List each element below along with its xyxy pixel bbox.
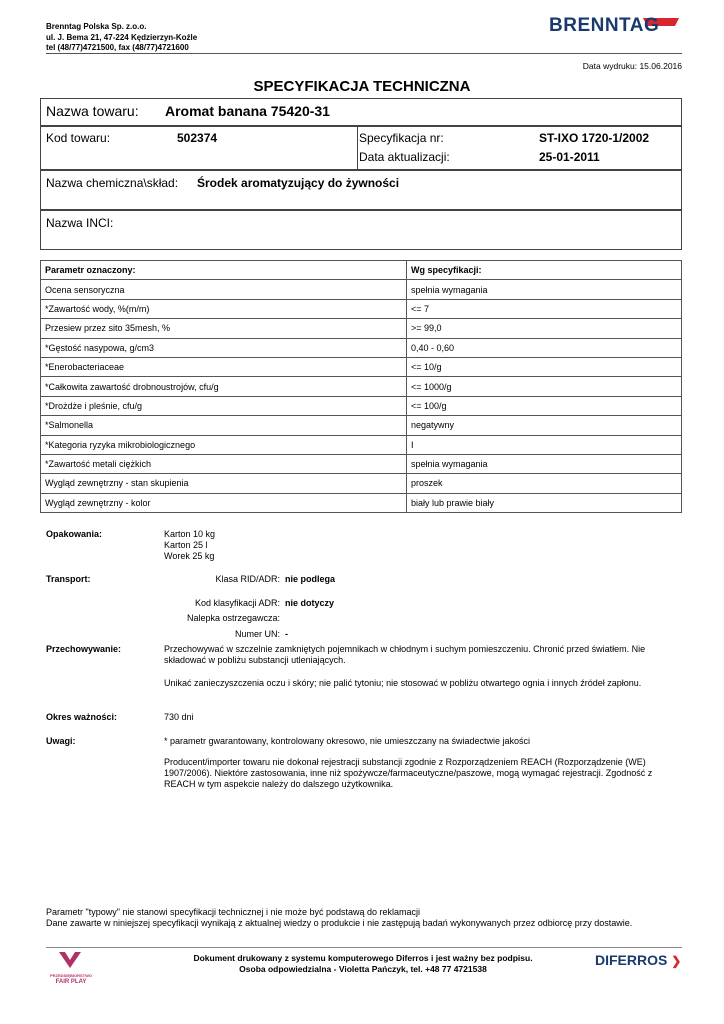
param-name: *Zawartość metali ciężkich [41,454,407,473]
un-number-value: - [285,629,288,639]
update-date-value: 25-01-2011 [539,150,600,164]
param-spec: >= 99,0 [407,319,682,338]
product-name-label: Nazwa towaru: [46,103,139,119]
table-row [41,396,682,415]
param-spec: <= 100/g [407,396,682,415]
header-parameter: Parametr oznaczony: [41,261,407,280]
transport-label: Transport: [46,574,91,584]
param-spec: I [407,435,682,454]
adr-code-value: nie dotyczy [285,598,335,608]
fair-play-top-text: PRZEDSIĘBIORSTWO [49,973,92,978]
remarks-text-1: * parametr gwarantowany, kontrolowany okresowo, nie umieszczany na świadectwie jakości [164,736,531,746]
update-date-label: Data aktualizacji: [359,150,450,164]
brenntag-logo-text: BRENNTAG [549,15,660,36]
footer-text [160,953,566,975]
header-specification: Wg specyfikacji: [407,261,682,280]
param-spec: biały lub prawie biały [407,493,682,512]
param-name: *Drożdże i pleśnie, cfu/g [41,396,407,415]
product-name-box [40,98,682,126]
table-row [41,493,682,512]
rid-adr-value: nie podlega [285,574,336,584]
packaging-item: Karton 25 l [164,540,208,550]
param-name: *Salmonella [41,416,407,435]
parameters-table [40,260,682,513]
adr-code-label: Kod klasyfikacji ADR: [194,598,280,608]
table-row [41,435,682,454]
diferros-logo [595,952,681,968]
table-row [41,377,682,396]
inci-name-label: Nazwa INCI: [46,216,114,230]
param-name: Ocena sensoryczna [41,280,407,299]
table-row [41,454,682,473]
inci-name-box [40,210,682,250]
product-code-box [40,126,682,170]
footer-line-2: Osoba odpowiedzialna - Violetta Pańczyk, tel. +48 77 4721538 [239,964,487,974]
chemical-name-box [40,170,682,210]
packaging-label: Opakowania: [46,529,103,539]
param-name: *Całkowita zawartość drobnoustrojów, cfu/g [41,377,407,396]
param-name: Wygląd zewnętrzny - stan skupienia [41,474,407,493]
table-row [41,280,682,299]
diferros-logo-text: DIFERROS [595,952,668,968]
param-spec: 0,40 - 0,60 [407,338,682,357]
footer-note-line-1: Parametr "typowy" nie stanowi specyfikacji technicznej i nie może być podstawą do reklamacji [46,907,421,917]
remarks-text-2: Producent/importer towaru nie dokonał rejestracji substancji zgodnie z Rozporządzeniem REACH (Rozporządzenie (WE) 1907/2006). Niektóre zastosowania, inne niż spożywcze/farmaceutyczne/paszowe, mogą wymagać rejestracji. Zgodność z REACH w tym aspekcie należy do dalszego użytkownika. [164,757,653,789]
fair-play-logo-icon [57,950,83,970]
param-name: *Enerobacteriaceae [41,357,407,376]
chemical-name-value: Środek aromatyzujący do żywności [197,176,400,190]
remarks-label: Uwagi: [46,736,76,746]
footer-note-line-2: Dane zawarte w niniejszej specyfikacji wynikają z aktualnej wiedzy o produkcie i nie zastępują badań wykonywanych przez odbiorcę przy dostawie. [46,918,633,928]
product-code-value: 502374 [177,131,218,145]
spec-number-value: ST-IXO 1720-1/2002 [539,131,650,145]
param-spec: proszek [407,474,682,493]
footer-divider [46,947,682,948]
code-box-divider [357,127,358,169]
param-name: *Kategoria ryzyka mikrobiologicznego [41,435,407,454]
param-name: *Gęstość nasypowa, g/cm3 [41,338,407,357]
packaging-item: Karton 10 kg [164,529,216,539]
company-phone: tel (48/77)4721500, fax (48/77)4721600 [46,43,189,52]
rid-adr-label: Klasa RID/ADR: [215,574,280,584]
param-spec: <= 1000/g [407,377,682,396]
table-row [41,357,682,376]
shelf-life-value: 730 dni [164,712,194,722]
table-header-row [41,261,682,280]
table-row [41,338,682,357]
param-spec: <= 7 [407,299,682,318]
fair-play-label [46,972,96,986]
param-spec: <= 10/g [407,357,682,376]
shelf-life-label: Okres ważności: [46,712,118,722]
un-number-label: Numer UN: [234,629,280,639]
packaging-item: Worek 25 kg [164,551,215,561]
diferros-arrow-icon: ❯ [671,954,682,968]
param-name: *Zawartość wody, %(m/m) [41,299,407,318]
fair-play-text: FAIR PLAY [55,979,87,985]
footer-note [46,907,686,929]
company-address [46,22,197,54]
table-row [41,319,682,338]
packaging-list [164,529,215,562]
table-row [41,299,682,318]
product-code-label: Kod towaru: [46,131,111,145]
table-row [41,474,682,493]
company-street: ul. J. Bema 21, 47-224 Kędzierzyn-Koźle [46,32,198,42]
header-divider [46,53,682,54]
storage-text-2: Unikać zanieczyszczenia oczu i skóry; nie palić tytoniu; nie stosować w pobliżu otwartego ognia i innych źródeł zapłonu. [164,678,642,688]
param-spec: spełnia wymagania [407,280,682,299]
param-name: Przesiew przez sito 35mesh, % [41,319,407,338]
spec-number-label: Specyfikacja nr: [359,131,444,145]
product-name-value: Aromat banana 75420-31 [165,103,330,119]
param-name: Wygląd zewnętrzny - kolor [41,493,407,512]
chemical-name-label: Nazwa chemiczna\skład: [46,176,179,190]
param-spec: negatywny [407,416,682,435]
param-spec: spełnia wymagania [407,454,682,473]
storage-text-1: Przechowywać w szczelnie zamkniętych pojemnikach w chłodnym i suchym pomieszczeniu. Chronić przed światłem. Nie składować w pobliżu substancji utleniających. [164,644,646,665]
print-date: Data wydruku: 15.06.2016 [582,61,682,71]
company-name: Brenntag Polska Sp. z.o.o. [46,22,147,31]
storage-label: Przechowywanie: [46,644,122,654]
warning-sticker-label: Nalepka ostrzegawcza: [186,613,280,623]
table-row [41,416,682,435]
footer-line-1: Dokument drukowany z systemu komputerowego Diferros i jest ważny bez podpisu. [193,953,533,963]
page-title: SPECYFIKACJA TECHNICZNA [253,78,471,95]
